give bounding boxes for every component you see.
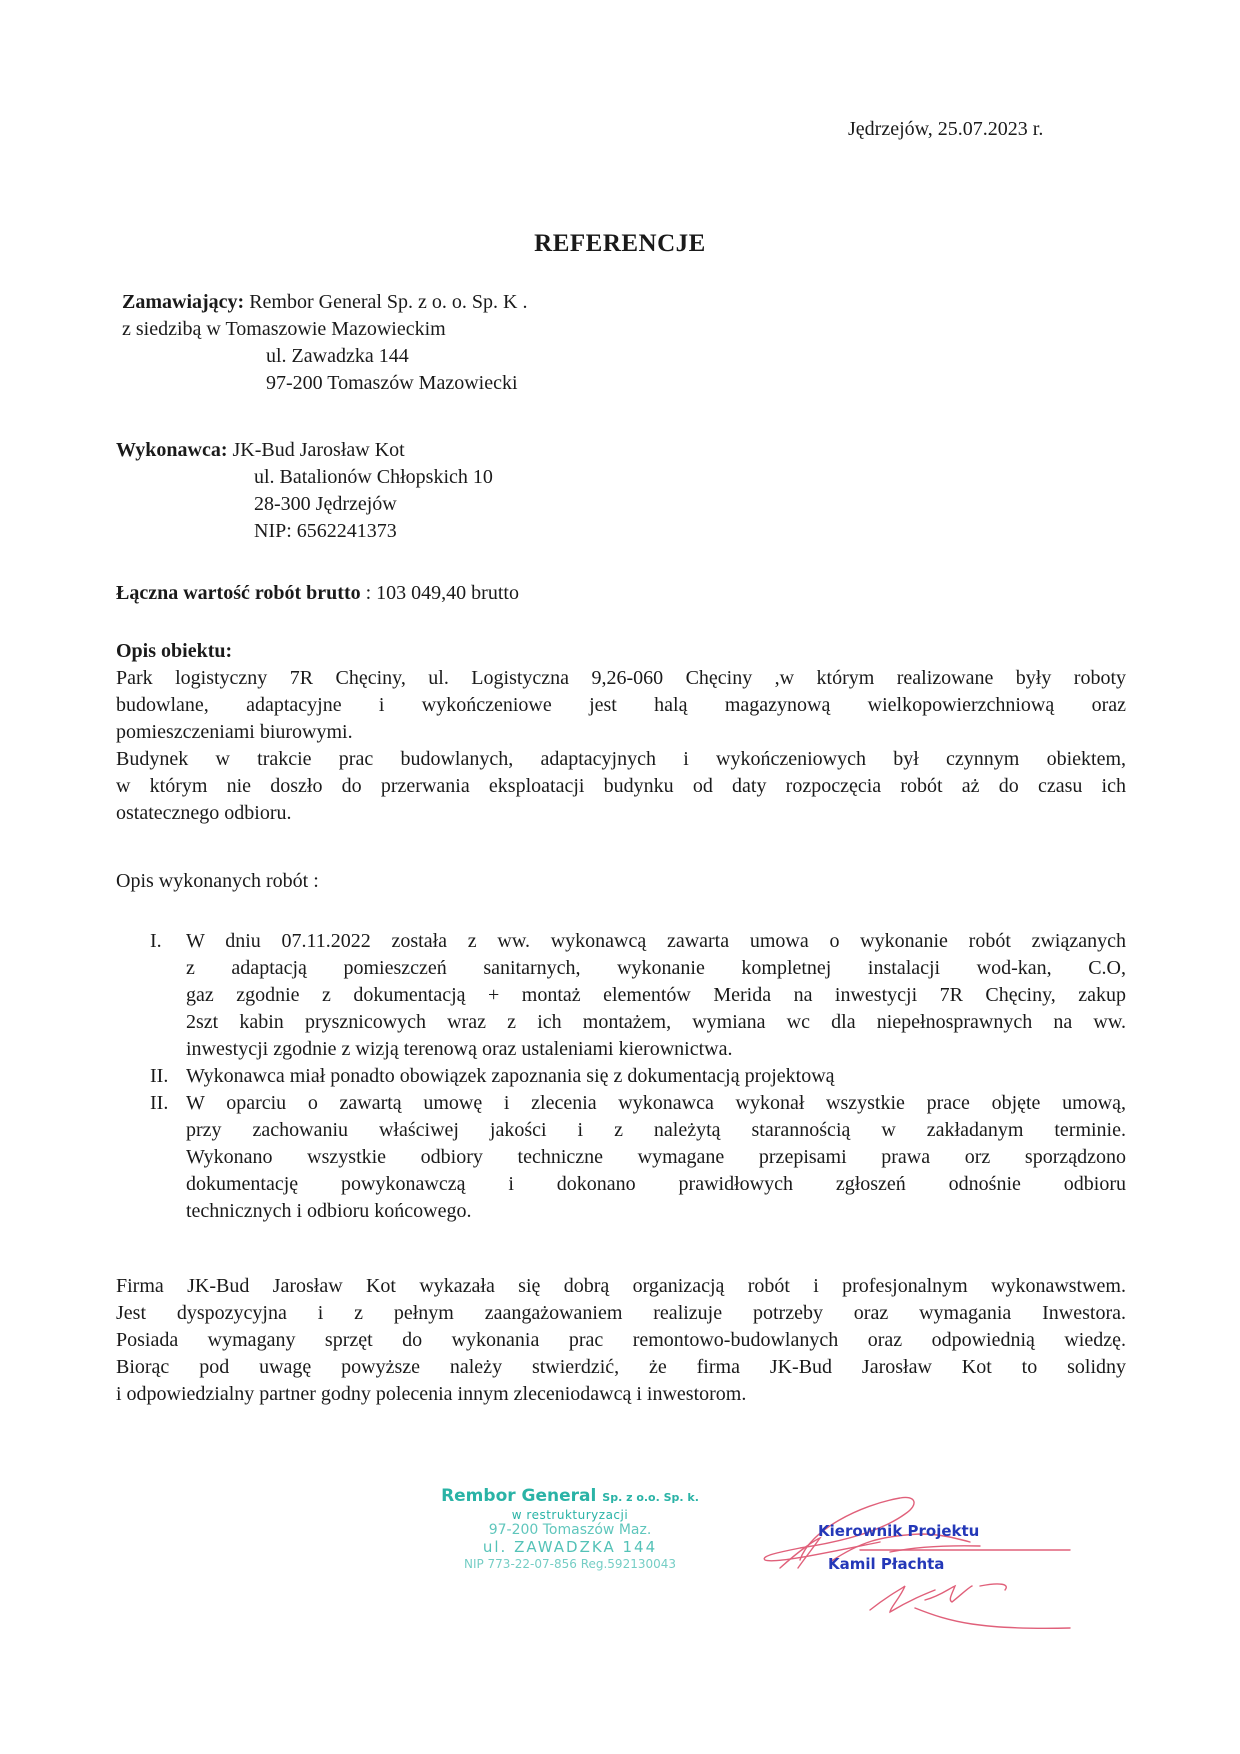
works-line: gaz zgodnie z dokumentacją + montaż elementów Merida na inwestycji 7R Chęciny, zakup	[186, 984, 1126, 1006]
works-line: Wykonawca miał ponadto obowiązek zapoznania się z dokumentacją projektową	[186, 1065, 835, 1087]
summary-line: i odpowiedzialny partner godny polecenia innym zleceniodawcą i inwestorom.	[116, 1383, 747, 1405]
object-line: pomieszczeniami biurowymi.	[116, 721, 353, 743]
works-line: technicznych i odbioru końcowego.	[186, 1200, 472, 1222]
object-line: ostatecznego odbioru.	[116, 802, 292, 824]
works-item-text	[186, 1063, 1126, 1090]
works-line: przy zachowaniu właściwej jakości i z należytą starannością w zakładanym terminie.	[186, 1119, 1126, 1141]
total-value-amount: : 103 049,40 brutto	[360, 582, 519, 604]
place-and-date: Jędrzejów, 25.07.2023 r.	[848, 118, 1044, 140]
object-description	[116, 665, 1126, 827]
signature-block	[740, 1490, 1080, 1640]
works-item-text	[186, 1090, 1126, 1225]
works-line: W oparciu o zawartą umowę i zlecenia wykonawca wykonał wszystkie prace objęte umową,	[186, 1092, 1126, 1114]
contractor-city: 28-300 Jędrzejów	[254, 493, 397, 515]
summary-line: Firma JK-Bud Jarosław Kot wykazała się dobrą organizacją robót i profesjonalnym wykonawstwem.	[116, 1275, 1126, 1297]
summary-paragraph	[116, 1273, 1126, 1408]
object-line: Budynek w trakcie prac budowlanych, adaptacyjnych i wykończeniowych był czynnym obiektem,	[116, 748, 1126, 770]
works-line: z adaptacją pomieszczeń sanitarnych, wykonanie kompletnej instalacji wod-kan, C.O,	[186, 957, 1126, 979]
works-heading: Opis wykonanych robót :	[116, 870, 319, 892]
client-name: Rembor General Sp. z o. o. Sp. K .	[244, 291, 528, 313]
contractor-street: ul. Batalionów Chłopskich 10	[254, 466, 493, 488]
total-value-label: Łączna wartość robót brutto	[116, 582, 361, 604]
contractor-name: JK-Bud Jarosław Kot	[227, 439, 405, 461]
signature-name: Kamil Płachta	[828, 1555, 945, 1573]
works-line: dokumentację powykonawczą i dokonano prawidłowych zgłoszeń odnośnie odbioru	[186, 1173, 1126, 1195]
client-label: Zamawiający:	[122, 291, 245, 313]
works-line: Wykonano wszystkie odbiory techniczne wymagane przepisami prawa orz sporządzono	[186, 1146, 1126, 1168]
contractor-label: Wykonawca:	[116, 439, 228, 461]
summary-line: Posiada wymagany sprzęt do wykonania prac remontowo-budowlanych oraz odpowiednią wiedzę.	[116, 1329, 1126, 1351]
works-item-number: II.	[150, 1065, 169, 1087]
contractor-line	[116, 437, 405, 464]
works-line: W dniu 07.11.2022 została z ww. wykonawcą zawarta umowa o wykonanie robót związanych	[186, 930, 1126, 952]
total-value	[116, 580, 519, 607]
object-line: budowlane, adaptacyjne i wykończeniowe jest halą magazynową wielkopowierzchniową oraz	[116, 694, 1126, 716]
works-item-number: II.	[150, 1092, 169, 1114]
stamp-company-form: Sp. z o.o. Sp. k.	[602, 1491, 699, 1504]
document-title: REFERENCJE	[534, 230, 706, 257]
object-heading: Opis obiektu:	[116, 640, 233, 662]
client-seat: z siedzibą w Tomaszowie Mazowieckim	[122, 318, 446, 340]
stamp-street: ul. ZAWADZKA 144	[482, 1538, 658, 1556]
works-item-number: I.	[150, 930, 162, 952]
works-line: 2szt kabin prysznicowych wraz z ich montażem, wymiana wc dla niepełnosprawnych na ww.	[186, 1011, 1126, 1033]
signature-role: Kierownik Projektu	[818, 1522, 980, 1540]
stamp-status: w restrukturyzacji	[511, 1508, 629, 1522]
contractor-nip: NIP: 6562241373	[254, 520, 397, 542]
stamp-company-line	[430, 1486, 710, 1508]
object-line: w którym nie doszło do przerwania eksploatacji budynku od daty rozpoczęcia robót aż do czasu ich	[116, 775, 1126, 797]
stamp-ids: NIP 773-22-07-856 Reg.592130043	[463, 1557, 677, 1571]
works-line: inwestycji zgodnie z wizją terenową oraz ustaleniami kierownictwa.	[186, 1038, 733, 1060]
client-city: 97-200 Tomaszów Mazowiecki	[266, 372, 518, 394]
company-stamp	[430, 1486, 710, 1572]
summary-line: Jest dyspozycyjna i z pełnym zaangażowaniem realizuje potrzeby oraz wymagania Inwestora.	[116, 1302, 1126, 1324]
summary-line: Biorąc pod uwagę powyższe należy stwierdzić, że firma JK-Bud Jarosław Kot to solidny	[116, 1356, 1126, 1378]
stamp-company-name: Rembor General	[441, 1486, 597, 1506]
client-street: ul. Zawadzka 144	[266, 345, 409, 367]
client-line	[122, 289, 528, 316]
object-line: Park logistyczny 7R Chęciny, ul. Logistyczna 9,26-060 Chęciny ,w którym realizowane były roboty	[116, 667, 1126, 689]
works-item-text	[186, 928, 1126, 1063]
stamp-city: 97-200 Tomaszów Maz.	[488, 1522, 652, 1538]
